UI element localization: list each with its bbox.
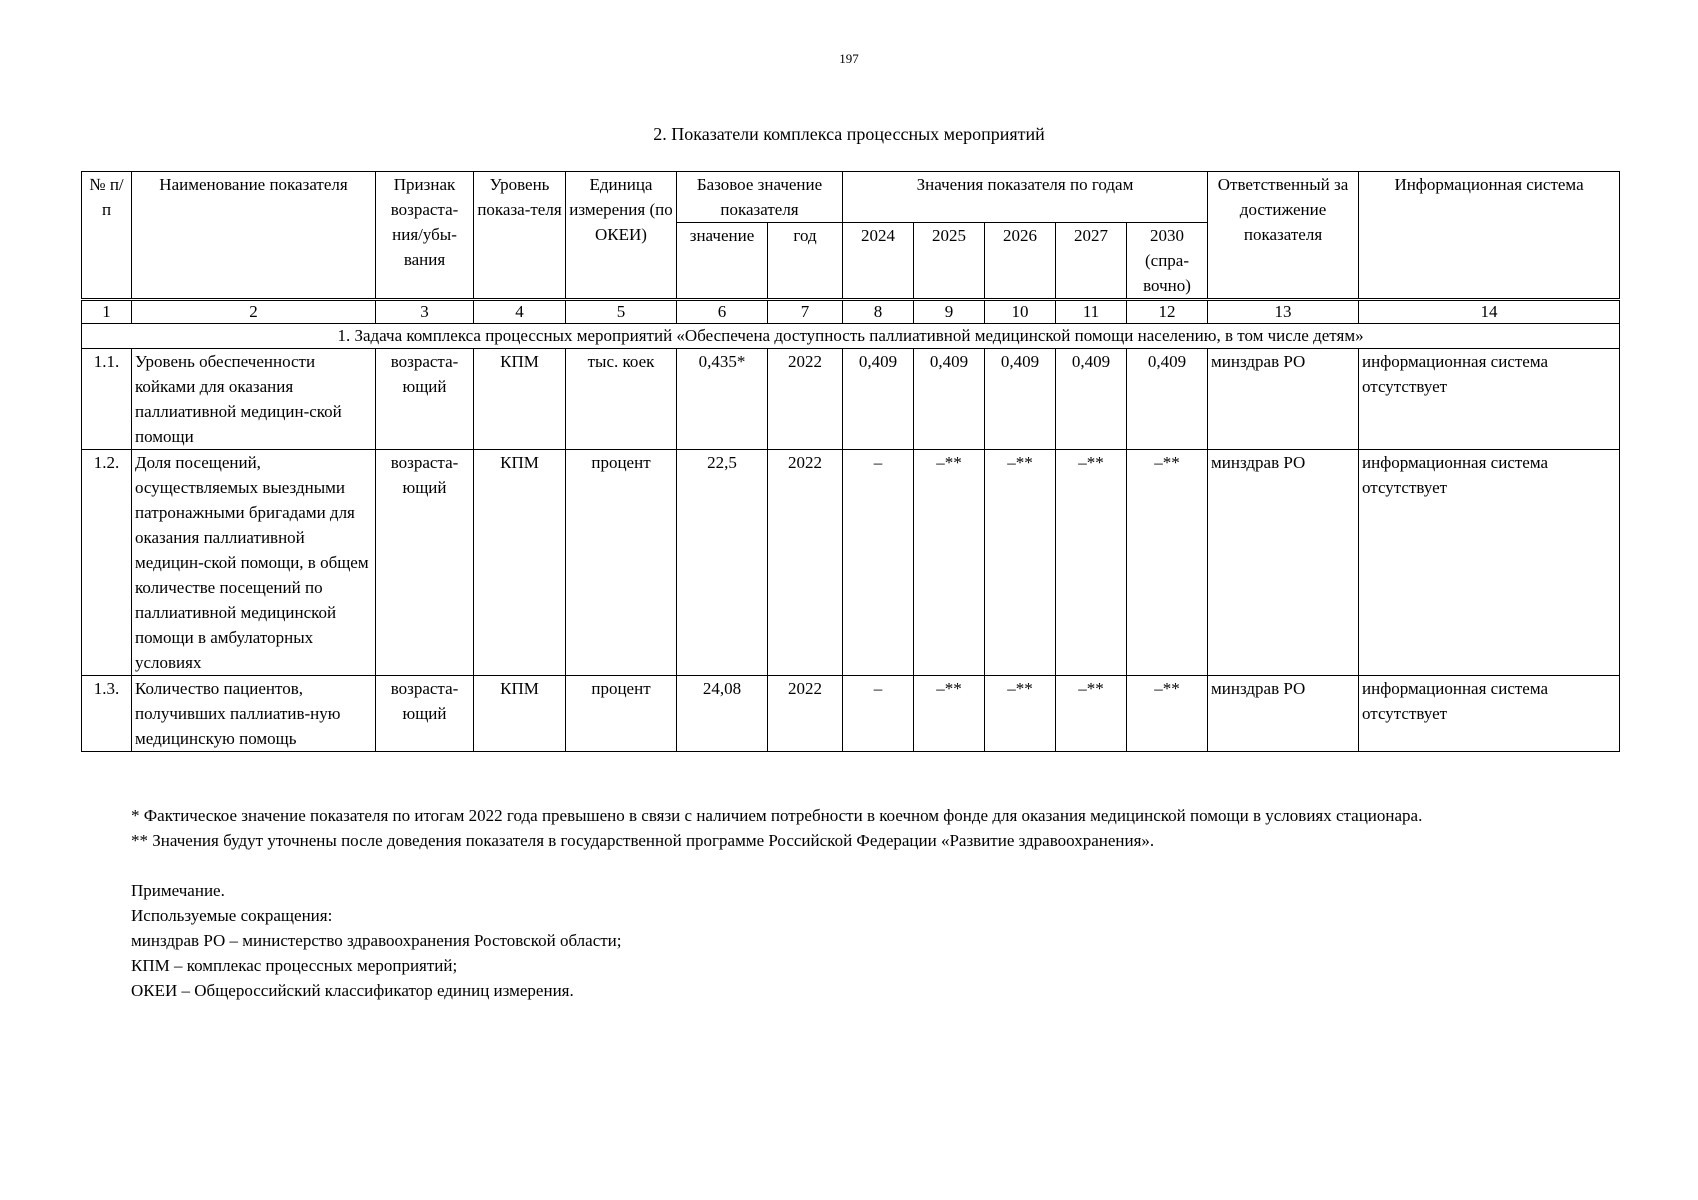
col-number: 2 bbox=[132, 300, 376, 324]
header-name: Наименование показателя bbox=[132, 172, 376, 300]
header-year-2025: 2025 bbox=[914, 223, 985, 300]
header-level: Уровень показа-теля bbox=[474, 172, 566, 300]
col-number: 3 bbox=[376, 300, 474, 324]
row-base-value: 24,08 bbox=[677, 676, 768, 752]
header-year-2027: 2027 bbox=[1056, 223, 1127, 300]
row-infosys: информационная система отсутствует bbox=[1359, 450, 1620, 676]
header-base: Базовое значение показателя bbox=[677, 172, 843, 223]
row-responsible: минздрав РО bbox=[1208, 450, 1359, 676]
row-level: КПМ bbox=[474, 349, 566, 450]
header-responsible: Ответственный за достижение показателя bbox=[1208, 172, 1359, 300]
row-unit: процент bbox=[566, 450, 677, 676]
col-number: 6 bbox=[677, 300, 768, 324]
row-infosys: информационная система отсутствует bbox=[1359, 676, 1620, 752]
col-number: 8 bbox=[843, 300, 914, 324]
row-value-2026: –** bbox=[985, 450, 1056, 676]
row-value-2024: – bbox=[843, 450, 914, 676]
col-number: 9 bbox=[914, 300, 985, 324]
note-title: Примечание. bbox=[131, 881, 225, 900]
row-base-year: 2022 bbox=[768, 349, 843, 450]
row-value-2027: –** bbox=[1056, 676, 1127, 752]
row-sign: возраста-ющий bbox=[376, 450, 474, 676]
row-base-value: 22,5 bbox=[677, 450, 768, 676]
row-value-2030: –** bbox=[1127, 676, 1208, 752]
col-number: 13 bbox=[1208, 300, 1359, 324]
header-sign: Признак возраста-ния/убы-вания bbox=[376, 172, 474, 300]
column-numbers-row bbox=[82, 300, 1620, 324]
row-unit: тыс. коек bbox=[566, 349, 677, 450]
header-base-value: значение bbox=[677, 223, 768, 300]
row-base-year: 2022 bbox=[768, 676, 843, 752]
section-title: 2. Показатели комплекса процессных мероприятий bbox=[653, 124, 1045, 144]
col-number: 1 bbox=[82, 300, 132, 324]
row-value-2025: 0,409 bbox=[914, 349, 985, 450]
abbreviation-item: ОКЕИ – Общероссийский классификатор единиц измерения. bbox=[131, 981, 574, 1000]
header-year-2026: 2026 bbox=[985, 223, 1056, 300]
row-name: Уровень обеспеченности койками для оказания паллиативной медицин-ской помощи bbox=[132, 349, 376, 450]
footnote-double-star: ** Значения будут уточнены после доведения показателя в государственной программе Российской Федерации «Развитие здравоохранения». bbox=[131, 831, 1155, 850]
indicators-table bbox=[81, 171, 1620, 752]
row-value-2026: –** bbox=[985, 676, 1056, 752]
col-number: 14 bbox=[1359, 300, 1620, 324]
footnote-single-star: * Фактическое значение показателя по итогам 2022 года превышено в связи с наличием потребности в коечном фонде для оказания медицинской помощи в условиях стационара. bbox=[131, 806, 1423, 825]
col-number: 7 bbox=[768, 300, 843, 324]
header-unit: Единица измерения (по ОКЕИ) bbox=[566, 172, 677, 300]
row-level: КПМ bbox=[474, 676, 566, 752]
row-level: КПМ bbox=[474, 450, 566, 676]
row-value-2024: – bbox=[843, 676, 914, 752]
col-number: 10 bbox=[985, 300, 1056, 324]
header-infosys: Информационная система bbox=[1359, 172, 1620, 300]
row-sign: возраста-ющий bbox=[376, 349, 474, 450]
row-name: Доля посещений, осуществляемых выездными патронажными бригадами для оказания паллиативной медицин-ской помощи, в общем количестве посещений по паллиативной медицинской помощи в амбулаторных условиях bbox=[132, 450, 376, 676]
row-infosys: информационная система отсутствует bbox=[1359, 349, 1620, 450]
row-value-2025: –** bbox=[914, 450, 985, 676]
abbreviations-title: Используемые сокращения: bbox=[131, 906, 333, 925]
header-year-2024: 2024 bbox=[843, 223, 914, 300]
col-number: 4 bbox=[474, 300, 566, 324]
row-value-2027: –** bbox=[1056, 450, 1127, 676]
row-value-2030: 0,409 bbox=[1127, 349, 1208, 450]
col-number: 5 bbox=[566, 300, 677, 324]
table-row bbox=[82, 450, 1620, 676]
abbreviation-item: КПМ – комплекас процессных мероприятий; bbox=[131, 956, 458, 975]
header-values-by-year: Значения показателя по годам bbox=[843, 172, 1208, 223]
row-value-2024: 0,409 bbox=[843, 349, 914, 450]
row-value-2026: 0,409 bbox=[985, 349, 1056, 450]
header-base-year: год bbox=[768, 223, 843, 300]
task-row bbox=[82, 324, 1620, 349]
row-responsible: минздрав РО bbox=[1208, 676, 1359, 752]
row-name: Количество пациентов, получивших паллиатив-ную медицинскую помощь bbox=[132, 676, 376, 752]
col-number: 11 bbox=[1056, 300, 1127, 324]
row-num: 1.2. bbox=[82, 450, 132, 676]
row-num: 1.3. bbox=[82, 676, 132, 752]
row-value-2030: –** bbox=[1127, 450, 1208, 676]
table-row bbox=[82, 676, 1620, 752]
row-responsible: минздрав РО bbox=[1208, 349, 1359, 450]
row-value-2025: –** bbox=[914, 676, 985, 752]
row-sign: возраста-ющий bbox=[376, 676, 474, 752]
row-base-value: 0,435* bbox=[677, 349, 768, 450]
page-number: 197 bbox=[839, 51, 859, 66]
task-title: 1. Задача комплекса процессных мероприятий «Обеспечена доступность паллиативной медицинской помощи населению, в том числе детям» bbox=[82, 324, 1620, 349]
abbreviation-item: минздрав РО – министерство здравоохранения Ростовской области; bbox=[131, 931, 622, 950]
row-unit: процент bbox=[566, 676, 677, 752]
row-base-year: 2022 bbox=[768, 450, 843, 676]
table-row bbox=[82, 349, 1620, 450]
header-num: № п/п bbox=[82, 172, 132, 300]
row-value-2027: 0,409 bbox=[1056, 349, 1127, 450]
row-num: 1.1. bbox=[82, 349, 132, 450]
footnotes-block bbox=[81, 803, 1619, 1003]
header-year-2030: 2030 (спра-вочно) bbox=[1127, 223, 1208, 300]
col-number: 12 bbox=[1127, 300, 1208, 324]
